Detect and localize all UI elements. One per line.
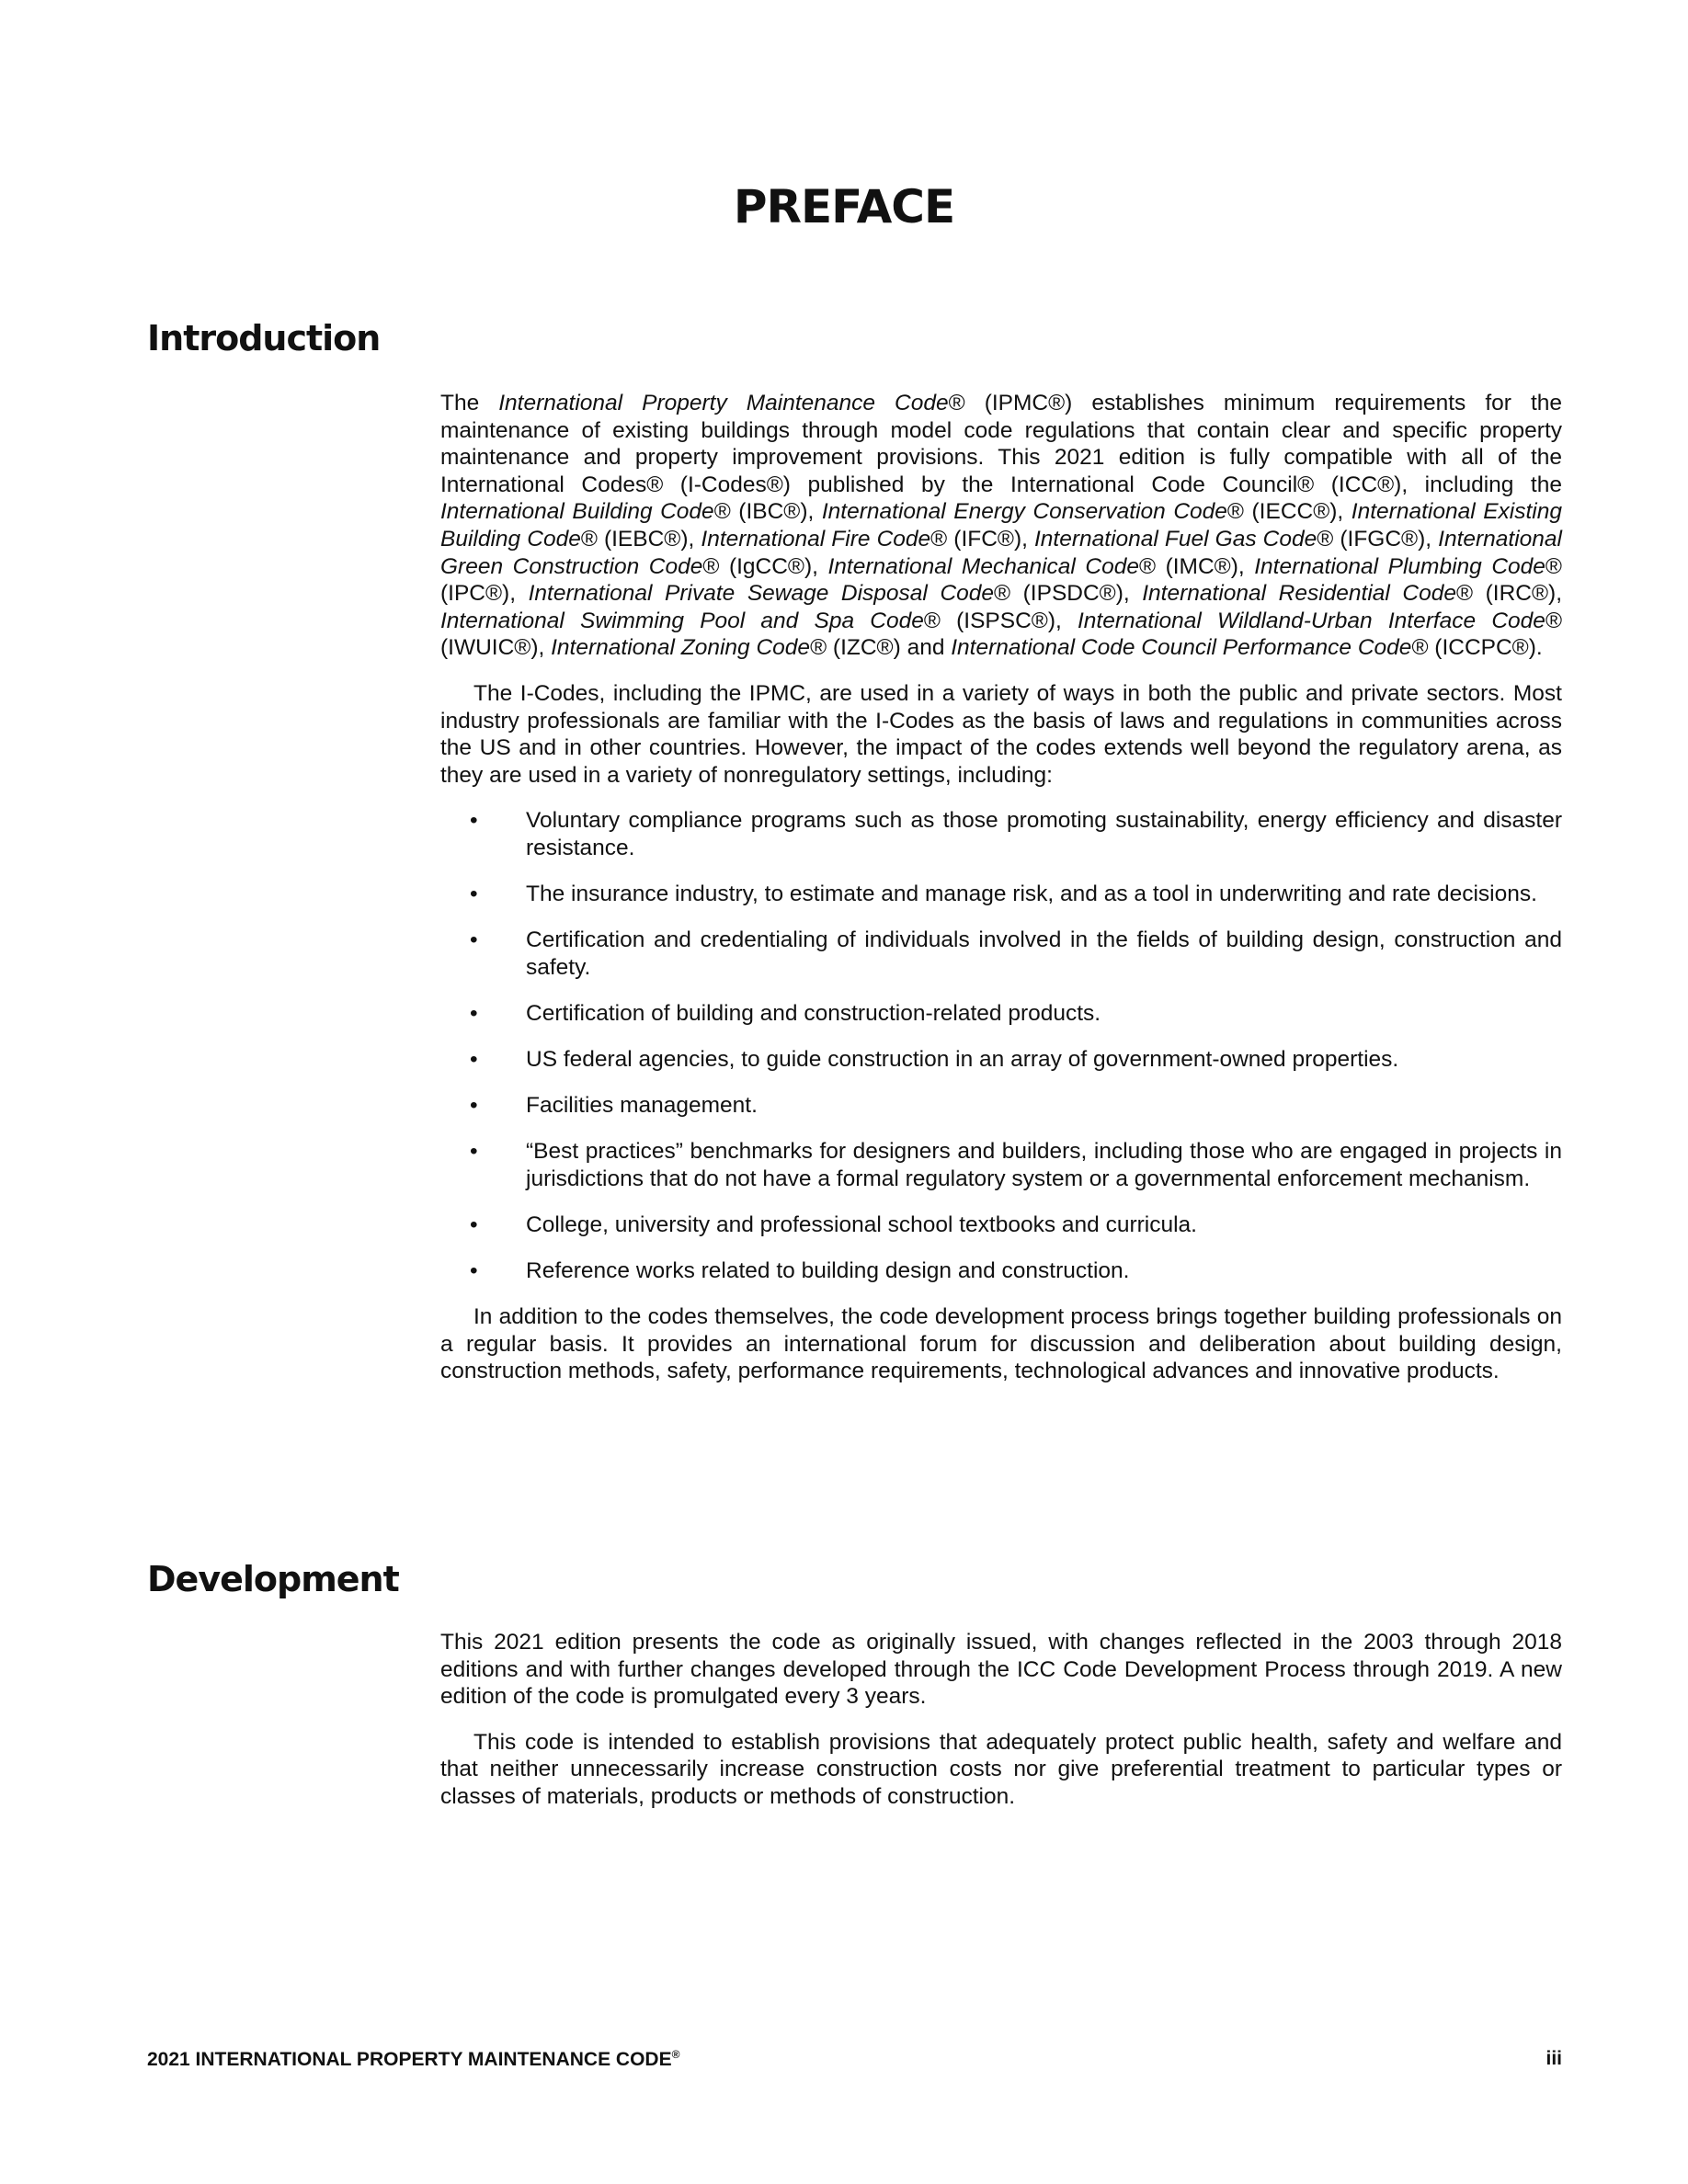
bullet-icon: • <box>470 882 478 906</box>
uses-list <box>440 807 1562 1284</box>
page-footer <box>147 2048 1562 2071</box>
section-heading-development: Development <box>147 1559 399 1599</box>
list-item: • Facilities management. <box>470 1092 758 1118</box>
development-paragraph-1: This 2021 edition presents the code as originally issued, with changes reflected in the 2003 through 2018 editions and with further changes developed through the ICC Code Development Process through 2019. A new edition of the code is promulgated every 3 years. <box>440 1630 1562 1710</box>
bullet-icon: • <box>470 1257 478 1283</box>
bullet-icon: • <box>470 1139 478 1165</box>
list-item: • College, university and professional school textbooks and curricula. <box>470 1211 1197 1237</box>
page-title: PREFACE <box>733 180 955 233</box>
development-body <box>440 1629 1562 1829</box>
section-heading-introduction: Introduction <box>147 318 381 358</box>
bullet-icon: • <box>470 1000 478 1026</box>
introduction-paragraph-1: The International Property Maintenance Code® (IPMC®) establishes minimum requirements for the maintenance of existing buildings through model code regulations that contain clear and specific property maintenance and property improvement provisions. This 2021 edition is fully compatible with all of the International Codes® (I-Codes®) published by the International Code Council® (ICC®), including the International Building Code® (IBC®), International Energy Conservation Code® (IECC®), International Existing Building Code® (IEBC®), International Fire Code® (IFC®), International Fuel Gas Code® (IFGC®), International Green Construction Code® (IgCC®), International Mechanical Code® (IMC®), International Plumbing Code® (IPC®), International Private Sewage Disposal Code® (IPSDC®), International Residential Code® (IRC®), International Swimming Pool and Spa Code® (ISPSC®), International Wildland-Urban Interface Code® (IWUIC®), International Zoning Code® (IZC®) and International Code Council Performance Code® (ICCPC®). <box>440 391 1563 661</box>
bullet-icon: • <box>470 808 478 834</box>
development-paragraph-2: This code is intended to establish provisions that adequately protect public health, safety and welfare and that neither unnecessarily increase construction costs nor give preferential treatment to particular types or classes of materials, products or methods of construction. <box>440 1729 1562 1809</box>
introduction-body <box>440 390 1562 1404</box>
bullet-icon: • <box>470 1211 478 1237</box>
list-item: • Reference works related to building design and construction. <box>470 1257 1130 1283</box>
introduction-paragraph-3: In addition to the codes themselves, the code development process brings together building professionals on a regular basis. It provides an international forum for discussion and deliberation about building design, construction methods, safety, performance requirements, technological advances and innovative products. <box>440 1303 1562 1384</box>
running-footer-title: 2021 INTERNATIONAL PROPERTY MAINTENANCE CODE® <box>147 2048 680 2070</box>
list-item: • The insurance industry, to estimate and manage risk, and as a tool in underwriting and rate decisions. <box>470 882 1537 906</box>
introduction-paragraph-2: The I-Codes, including the IPMC, are used in a variety of ways in both the public and private sectors. Most industry professionals are familiar with the I-Codes as the basis of laws and regulations in communities across the US and in other countries. However, the impact of the codes extends well beyond the regulatory arena, as they are used in a variety of nonregulatory settings, including: <box>440 680 1562 788</box>
bullet-icon: • <box>470 1046 478 1072</box>
list-item: • US federal agencies, to guide construction in an array of government-owned properties. <box>470 1046 1399 1072</box>
list-item: • Certification of building and construction-related products. <box>470 1000 1101 1026</box>
list-item: • Voluntary compliance programs such as those promoting sustainability, energy efficiency and disaster resistance. <box>470 808 1562 860</box>
list-item: • “Best practices” benchmarks for designers and builders, including those who are engaged in projects in jurisdictions that do not have a formal regulatory system or a governmental enforcement mechanism. <box>470 1139 1562 1191</box>
list-item: • Certification and credentialing of individuals involved in the fields of building design, construction and safety. <box>470 927 1562 980</box>
bullet-icon: • <box>470 1092 478 1118</box>
bullet-icon: • <box>470 927 478 953</box>
page-number: iii <box>1545 2048 1562 2069</box>
